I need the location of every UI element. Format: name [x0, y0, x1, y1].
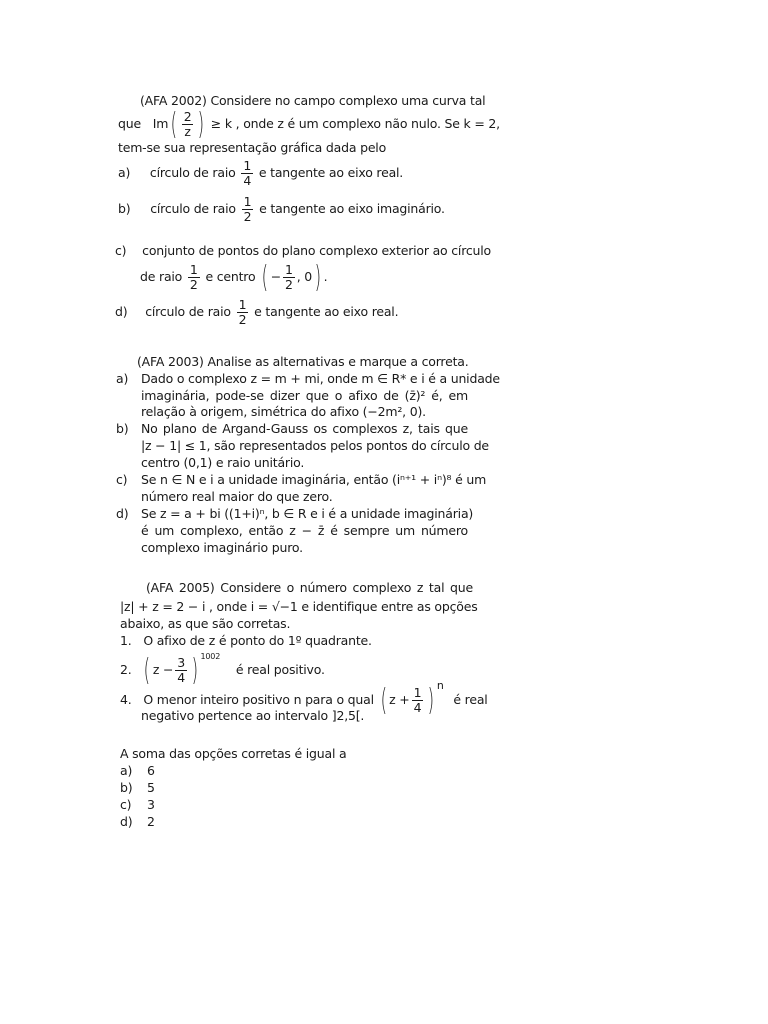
q2-option-a-letter: a): [116, 371, 129, 386]
q2-option-d-l3: complexo imaginário puro.: [141, 540, 303, 555]
q3-option-4-l1: 4. O menor inteiro positivo n para o qual ( z + $\frac{1}{4}$ ) $^n$ é real: [120, 678, 488, 718]
q3-answer-b: b) 5: [120, 780, 155, 795]
q2-option-a-l1: Dado o complexo z = m + mi, onde m ∈ R* e i é a unidade: [141, 371, 500, 386]
q3-answer-a: a) 6: [120, 763, 155, 778]
q1-intro-line1: (AFA 2002) Considere no campo complexo uma curva tal: [140, 93, 486, 108]
q1-fraction: $\frac{2}{z}$: [183, 109, 192, 139]
q2-option-d-l1: Se z = a + bi ((1+i)ⁿ, b ∈ R e i é a unidade imaginária): [141, 506, 474, 521]
q1-option-d: d) círculo de raio $\frac{1}{2}$ e tangente ao eixo real.: [115, 297, 399, 327]
q3-option-2: 2. ( z − $\frac{3}{4}$ ) $^{1002}$ é real positivo.: [120, 651, 325, 688]
q1-option-c-line1: c) conjunto de pontos do plano complexo exterior ao círculo: [115, 243, 491, 258]
q2-option-b-l3: centro (0,1) e raio unitário.: [141, 455, 305, 470]
q2-option-c-l2: número real maior do que zero.: [141, 489, 333, 504]
q2-option-b-letter: b): [116, 421, 129, 436]
q1-option-c-line2: de raio $\frac{1}{2}$ e centro ( − $\frac{1}{2}$ , 0) .: [140, 259, 328, 295]
q1-intro-line3: tem-se sua representação gráfica dada pelo: [118, 140, 387, 155]
q2-option-b-l2: |z − 1| ≤ 1, são representados pelos pontos do círculo de: [141, 438, 489, 453]
q3-answer-c: c) 3: [120, 797, 155, 812]
q3-intro-l3: abaixo, as que são corretas.: [120, 616, 291, 631]
q2-option-a-l2: imaginária, pode-se dizer que o afixo de (z̄)² é, em: [141, 388, 468, 403]
q1-option-a: a) círculo de raio $\frac{1}{4}$ e tangente ao eixo real.: [118, 158, 404, 188]
q3-option-4-l2: negativo pertence ao intervalo ]2,5[.: [141, 708, 365, 723]
q3-option-1: 1. O afixo de z é ponto do 1º quadrante.: [120, 633, 372, 648]
q3-intro-l2: |z| + z = 2 − i , onde i = √−1 e identifique entre as opções: [120, 599, 478, 614]
q3-intro-l1: (AFA 2005) Considere o número complexo z tal que: [146, 580, 473, 595]
q2-option-a-l3: relação à origem, simétrica do afixo (−2m², 0).: [141, 404, 426, 419]
q2-option-b-l1: No plano de Argand-Gauss os complexos z, tais que: [141, 421, 468, 436]
q2-option-d-l2: é um complexo, então z − z̄ é sempre um número: [141, 523, 468, 538]
q3-sum-text: A soma das opções corretas é igual a: [120, 746, 347, 761]
q1-intro-line2: que Im( $\frac{2}{z}$ ) ≥ k , onde z é um complexo não nulo. Se k = 2,: [118, 106, 500, 142]
q2-option-c-letter: c): [116, 472, 128, 487]
q1-option-b: b) círculo de raio $\frac{1}{2}$ e tangente ao eixo imaginário.: [118, 194, 445, 224]
q2-option-c-l1: Se n ∈ N e i a unidade imaginária, então (iⁿ⁺¹ + iⁿ)⁸ é um: [141, 472, 487, 487]
q3-answer-d: d) 2: [120, 814, 155, 829]
q2-option-d-letter: d): [116, 506, 129, 521]
q2-intro: (AFA 2003) Analise as alternativas e marque a correta.: [137, 354, 469, 369]
